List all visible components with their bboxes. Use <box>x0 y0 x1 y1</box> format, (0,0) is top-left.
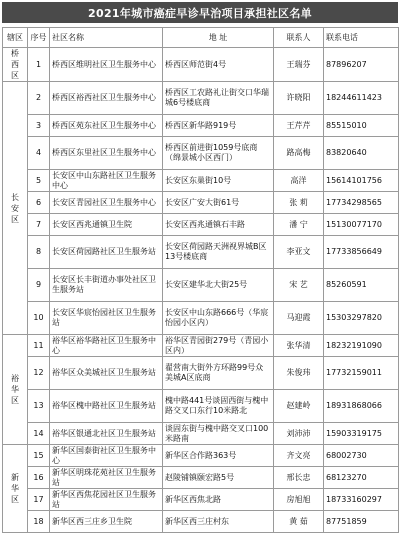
table-row <box>3 170 399 192</box>
seq-cell: 17 <box>28 489 50 511</box>
address-cell: 长安区西兆通镇石丰路 <box>163 214 274 236</box>
community-name-cell: 长安区长丰街道办事处社区卫生服务站 <box>50 269 163 302</box>
community-name-cell: 长安区华宸怡园社区卫生服务站 <box>50 302 163 335</box>
table-row <box>3 445 399 467</box>
address-cell: 新华区合作路363号 <box>163 445 274 467</box>
seq-cell: 9 <box>28 269 50 302</box>
address-cell: 桥西区工农路礼让街交口华瑞城6号楼底商 <box>163 82 274 115</box>
community-name-cell: 桥西区裕西社区卫生服务中心 <box>50 82 163 115</box>
community-table <box>2 27 399 533</box>
district-cell <box>3 445 28 533</box>
contact-cell: 李亚文 <box>274 236 324 269</box>
community-name-cell: 桥西区苑东社区卫生服务中心 <box>50 115 163 137</box>
seq-cell: 4 <box>28 137 50 170</box>
district-label: 长安区 <box>11 192 19 224</box>
district-label: 桥西区 <box>11 49 19 80</box>
district-cell <box>3 48 28 82</box>
community-name-cell: 新华区西三庄乡卫生院 <box>50 511 163 533</box>
address-cell: 新华区西焦北路 <box>163 489 274 511</box>
table-row <box>3 302 399 335</box>
seq-cell: 16 <box>28 467 50 489</box>
table-row <box>3 192 399 214</box>
address-cell: 桥西区前进街1059号底商（绵景城小区西门） <box>163 137 274 170</box>
header-phone: 联系电话 <box>324 28 399 48</box>
seq-cell: 2 <box>28 82 50 115</box>
table-row <box>3 82 399 115</box>
phone-cell: 18244611423 <box>324 82 399 115</box>
phone-cell: 15903319175 <box>324 423 399 445</box>
phone-cell: 17733856649 <box>324 236 399 269</box>
address-cell: 翟营南大街外方环路99号众美城A区底商 <box>163 357 274 390</box>
contact-cell: 王瑞芬 <box>274 48 324 82</box>
seq-cell: 11 <box>28 335 50 357</box>
table-row <box>3 489 399 511</box>
phone-cell: 17732159011 <box>324 357 399 390</box>
page-title: 2021年城市癌症早诊早治项目承担社区名单 <box>2 2 398 23</box>
address-cell: 长安区中山东路666号（华宸怡园小区内） <box>163 302 274 335</box>
seq-cell: 12 <box>28 357 50 390</box>
table-row <box>3 423 399 445</box>
contact-cell: 许晓阳 <box>274 82 324 115</box>
address-cell: 新华区西三庄村东 <box>163 511 274 533</box>
contact-cell: 张 莉 <box>274 192 324 214</box>
table-row <box>3 335 399 357</box>
address-cell: 裕华区青园街279号（青园小区内） <box>163 335 274 357</box>
seq-cell: 14 <box>28 423 50 445</box>
contact-cell: 路高梅 <box>274 137 324 170</box>
table-row <box>3 357 399 390</box>
header-name: 社区名称 <box>50 28 163 48</box>
contact-cell: 潘 宁 <box>274 214 324 236</box>
address-cell: 赵陵铺镇颐宏路5号 <box>163 467 274 489</box>
contact-cell: 黄 茹 <box>274 511 324 533</box>
district-cell <box>3 335 28 445</box>
community-name-cell: 新华区明珠花苑社区卫生服务站 <box>50 467 163 489</box>
community-name-cell: 裕华区裕华路社区卫生服务中心 <box>50 335 163 357</box>
address-cell: 槐中路441号谈固西街与槐中路交叉口东行10米路北 <box>163 390 274 423</box>
community-name-cell: 裕华区槐中路社区卫生服务站 <box>50 390 163 423</box>
table-row <box>3 214 399 236</box>
community-name-cell: 桥西区维明社区卫生服务中心 <box>50 48 163 82</box>
seq-cell: 18 <box>28 511 50 533</box>
header-address: 地 址 <box>163 28 274 48</box>
table-row <box>3 269 399 302</box>
seq-cell: 13 <box>28 390 50 423</box>
community-name-cell: 桥西区东里社区卫生服务中心 <box>50 137 163 170</box>
contact-cell: 张华清 <box>274 335 324 357</box>
community-name-cell: 新华区国泰街社区卫生服务中心 <box>50 445 163 467</box>
phone-cell: 15614101756 <box>324 170 399 192</box>
phone-cell: 85260591 <box>324 269 399 302</box>
table-row <box>3 236 399 269</box>
address-cell: 桥西区新华路919号 <box>163 115 274 137</box>
seq-cell: 5 <box>28 170 50 192</box>
seq-cell: 8 <box>28 236 50 269</box>
table-row <box>3 390 399 423</box>
phone-cell: 15303297820 <box>324 302 399 335</box>
seq-cell: 15 <box>28 445 50 467</box>
contact-cell: 宋 艺 <box>274 269 324 302</box>
phone-cell: 68123270 <box>324 467 399 489</box>
community-name-cell: 裕华区众美城社区卫生服务站 <box>50 357 163 390</box>
contact-cell: 王芹芹 <box>274 115 324 137</box>
header-seq: 序号 <box>28 28 50 48</box>
phone-cell: 87896207 <box>324 48 399 82</box>
address-cell: 长安区东巢街10号 <box>163 170 274 192</box>
header-row <box>3 28 399 48</box>
table-row <box>3 115 399 137</box>
table-row <box>3 467 399 489</box>
phone-cell: 85515010 <box>324 115 399 137</box>
community-name-cell: 长安区青园社区卫生服务中心 <box>50 192 163 214</box>
community-name-cell: 长安区荷园路社区卫生服务站 <box>50 236 163 269</box>
seq-cell: 1 <box>28 48 50 82</box>
community-name-cell: 裕华区银通北社区卫生服务站 <box>50 423 163 445</box>
contact-cell: 房旭旭 <box>274 489 324 511</box>
header-district: 辖区 <box>3 28 28 48</box>
contact-cell: 高洋 <box>274 170 324 192</box>
district-cell <box>3 82 28 335</box>
phone-cell: 18733160297 <box>324 489 399 511</box>
district-label: 新华区 <box>11 473 19 504</box>
address-cell: 长安区广安大街61号 <box>163 192 274 214</box>
seq-cell: 10 <box>28 302 50 335</box>
phone-cell: 18232191090 <box>324 335 399 357</box>
contact-cell: 赵建岭 <box>274 390 324 423</box>
seq-cell: 7 <box>28 214 50 236</box>
contact-cell: 朱俊玮 <box>274 357 324 390</box>
seq-cell: 3 <box>28 115 50 137</box>
district-label: 裕华区 <box>11 374 19 405</box>
table-row <box>3 511 399 533</box>
address-cell: 长安区荷园路天洲视界城B区13号楼底商 <box>163 236 274 269</box>
contact-cell: 邢长忠 <box>274 467 324 489</box>
phone-cell: 83820640 <box>324 137 399 170</box>
address-cell: 长安区建华北大街25号 <box>163 269 274 302</box>
phone-cell: 18931868066 <box>324 390 399 423</box>
phone-cell: 15130077170 <box>324 214 399 236</box>
address-cell: 谈固东街与槐中路交叉口100米路南 <box>163 423 274 445</box>
community-name-cell: 长安区中山东路社区卫生服务中心 <box>50 170 163 192</box>
community-name-cell: 新华区西焦花园社区卫生服务站 <box>50 489 163 511</box>
phone-cell: 87751859 <box>324 511 399 533</box>
address-cell: 桥西区师范街4号 <box>163 48 274 82</box>
table-row <box>3 48 399 82</box>
phone-cell: 68002730 <box>324 445 399 467</box>
contact-cell: 齐文亮 <box>274 445 324 467</box>
contact-cell: 刘沛沛 <box>274 423 324 445</box>
table-row <box>3 137 399 170</box>
header-contact: 联系人 <box>274 28 324 48</box>
community-name-cell: 长安区西兆通镇卫生院 <box>50 214 163 236</box>
phone-cell: 17734298565 <box>324 192 399 214</box>
contact-cell: 马迎霞 <box>274 302 324 335</box>
seq-cell: 6 <box>28 192 50 214</box>
